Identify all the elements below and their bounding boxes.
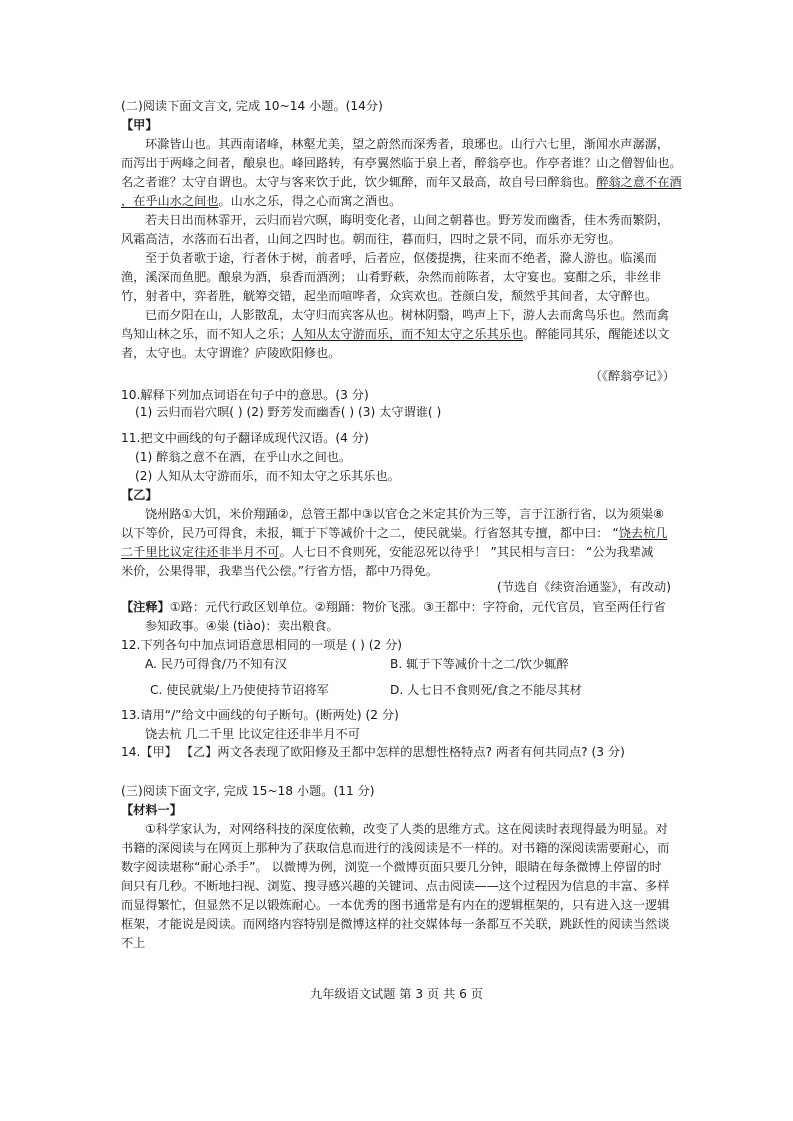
q12-option-d: D. 人七日不食则死/食之不能尽其材	[390, 683, 582, 697]
yi-line1: 饶州路①大饥，米价翔踊②，总管王都中③以官仓之米定其价为三等，言于江浙行省，以为须粜⑧	[145, 507, 665, 521]
jia-para4-line2-b: 。醉能同其乐，醒能述以文	[523, 327, 670, 341]
note-line1	[121, 598, 666, 616]
jia-para1-line3	[121, 173, 682, 191]
q13-sentence: 饶去杭 几二千里 比议定往还非半月不可	[145, 727, 360, 741]
q10: 10.解释下列加点词语在句子中的意思。(3 分)	[121, 388, 369, 402]
jia-para3-line2: 渔，溪深而鱼肥。酿泉为酒，泉香而酒洌； 山肴野蔌，杂然而前陈者，太守宴也。宴酣之乐，非丝非	[121, 270, 662, 284]
jia-para1-line2: 而泻出于两峰之间者，酿泉也。峰回路转，有亭翼然临于泉上者，醉翁亭也。作亭者谁？山之僧智仙也。	[121, 156, 682, 170]
material1-label: 【材料一】	[121, 803, 182, 817]
yi-line4: 米价，公果得罪，我辈当代公偿。”行省方悟，都中乃得免。	[121, 564, 439, 578]
q12-option-b: B. 辄于下等减价十之二/饮少辄醉	[390, 657, 569, 671]
source-jia: （《醉翁亭记》）	[589, 369, 675, 383]
jia-para1-tail: 。山水之乐，得之心而寓之酒也。	[218, 194, 402, 208]
material1-line5: 而显得繁忙，但显然不足以锻炼耐心。一本优秀的图书通常是有内在的逻辑框架的，只有进入这一逻辑	[121, 898, 670, 912]
q13: 13.请用“/”给文中画线的句子断句。(断两处) (2 分)	[121, 708, 399, 722]
q11: 11.把文中画线的句子翻译成现代汉语。(4 分)	[121, 431, 369, 445]
underlined-sentence-1b: ，在乎山水之间也	[121, 194, 219, 208]
material1-line7: 不上	[121, 936, 146, 950]
underlined-sentence-1a: 醉翁之意不在酒	[596, 175, 682, 189]
yi-underlined-a: 饶去杭几	[618, 526, 668, 540]
section2-heading: (二)阅读下面文言文, 完成 10~14 小题。(14分)	[121, 99, 383, 113]
jia-para4-line2-a: 鸟知山林之乐，而不知人之乐；	[121, 327, 292, 341]
jia-para1-line4	[121, 192, 401, 210]
yi-line2-text: 以下等价，民乃可得食，未报，辄于下等减价十之二，使民就粜。行省怒其专擅，都中曰：	[121, 526, 609, 540]
source-yi: (节选自《续资治通鉴》，有改动)	[496, 580, 671, 594]
jia-para3-line3: 竹，射者中，弈者胜，觥筹交错，起坐而喧哗者，众宾欢也。苍颜白发，颓然乎其间者，太守醉也。	[121, 289, 658, 303]
note-line2: 参知政事。④粜 (tiào)：卖出粮食。	[145, 619, 339, 633]
material1-line6: 框架，才能说是阅读。而网络内容特别是微博这样的社交媒体每一条都互不关联，跳跃性的阅读当然谈	[121, 917, 670, 931]
underlined-sentence-2: 人知从太守游而乐，而不知太守之乐其乐也	[291, 327, 524, 341]
yi-line3-text: 。人七日不食则死，安能忍死以待乎！ ”其民相与言曰： “公为我辈减	[279, 545, 654, 559]
jia-para2-line1: 若夫日出而林霏开，云归而岩穴暝，晦明变化者，山间之朝暮也。野芳发而幽香，佳木秀而繁阴，	[145, 213, 670, 227]
q12-option-c: C. 使民就粜/上乃使使持节诏将军	[150, 683, 329, 697]
page-footer: 九年级语文试题 第 3 页 共 6 页	[310, 987, 483, 1001]
jia-label: 【甲】	[121, 118, 158, 132]
yi-label: 【乙】	[121, 488, 158, 502]
yi-line2: 以下等价，民乃可得食，未报，辄于下等减价十之二，使民就粜。行省怒其专擅，都中曰： “饶去杭几	[121, 526, 668, 540]
q12: 12.下列各句中加点词语意思相同的一项是 ( ) (2 分)	[121, 638, 403, 652]
q12-option-a: A. 民乃可得食/乃不知有汉	[145, 657, 287, 671]
q11-item1: (1) 醉翁之意不在酒，在乎山水之间也。	[135, 450, 352, 464]
q11-item2: (2) 人知从太守游而乐，而不知太守之乐其乐也。	[135, 469, 400, 483]
q10-items: (1) 云归而岩穴暝( ) (2) 野芳发而幽香( ) (3) 太守谓谁( )	[135, 405, 442, 419]
section3-heading: (三)阅读下面文字, 完成 15~18 小题。(11 分)	[121, 784, 375, 798]
yi-underlined-b: 二千里比议定往还非半月不可	[121, 545, 280, 559]
material1-line1: ①科学家认为，对网络科技的深度依赖，改变了人类的思维方式。这在阅读时表现得最为明显。对	[145, 822, 668, 836]
jia-para1-line1: 环滁皆山也。其西南诸峰，林壑尤美，望之蔚然而深秀者，琅琊也。山行六七里，渐闻水声潺潺，	[145, 137, 670, 151]
q14: 14.【甲】 【乙】两文各表现了欧阳修及王都中怎样的思想性格特点? 两者有何共同点? (3 分)	[121, 745, 625, 759]
yi-line3	[121, 543, 653, 561]
material1-line3: 数字阅读堪称“耐心杀手”。 以微博为例，浏览一个微博页面只要几分钟，眼睛在每条微博上停留的时	[121, 860, 662, 874]
jia-para2-line2: 风霜高洁，水落而石出者，山间之四时也。朝而往，暮而归，四时之景不同，而乐亦无穷也。	[121, 232, 621, 246]
jia-para4-line1: 已而夕阳在山，人影散乱，太守归而宾客从也。树林阴翳，鸣声上下，游人去而禽鸟乐也。然而禽	[145, 308, 670, 322]
jia-para4-line2	[121, 325, 669, 343]
jia-para4-line3: 者，太守也。太守谓谁？庐陵欧阳修也。	[121, 346, 341, 360]
material1-line4: 间只有几秒。不断地扫视、浏览、搜寻感兴趣的关键词、点击阅读——这个过程因为信息的丰富、多样	[121, 879, 670, 893]
jia-para1-line3-text: 名之者谁？太守自谓也。太守与客来饮于此，饮少辄醉，而年又最高，故自号曰醉翁也。	[121, 175, 597, 189]
note-text1: ①路：元代行政区划单位。②翔踊：物价飞涨。③王都中：字符俞，元代官员，官至两任行省	[169, 600, 666, 614]
note-label: 【注释】	[121, 600, 170, 614]
jia-para3-line1: 至于负者歌于途，行者休于树，前者呼，后者应，伛偻提携，往来而不绝者，滁人游也。临溪而	[145, 251, 657, 265]
material1-line2: 书籍的深阅读与在网页上那种为了获取信息而进行的浅阅读是不一样的。对书籍的深阅读需要耐心，而	[121, 841, 670, 855]
